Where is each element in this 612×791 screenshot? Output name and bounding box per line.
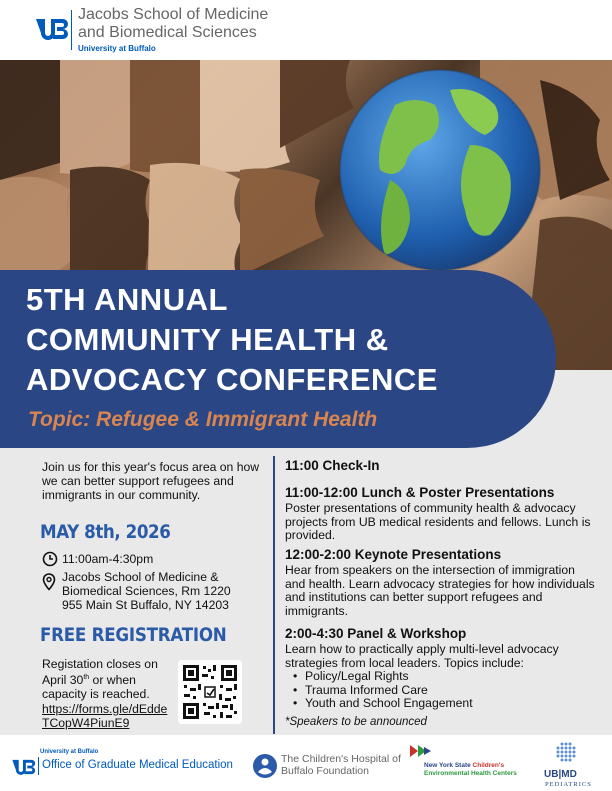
- schedule-description: Learn how to practically apply multi-level advocacy strategies from local leaders. Topics include:: [285, 642, 559, 670]
- university-name: University at Buffalo: [78, 44, 156, 53]
- event-time: 11:00am-4:30pm: [62, 552, 154, 566]
- registration-link[interactable]: https://forms.gle/dEddeTCopW4PiunE9: [42, 702, 168, 730]
- nys-arrows-icon: [410, 743, 432, 759]
- topic-list: [293, 670, 595, 711]
- childrens-hospital-icon: [252, 753, 278, 779]
- schedule-heading: 11:00 Check-In: [285, 458, 380, 473]
- header: [0, 0, 612, 60]
- registration-text: Registation closes on April 30th or when capacity is reached.: [42, 657, 158, 702]
- title-line-3: ADVOCACY CONFERENCE: [26, 362, 438, 397]
- location-line-2: Biomedical Sciences, Rm 1220: [62, 584, 231, 598]
- footer-logo-divider: [38, 757, 39, 775]
- schedule-description: Hear from speakers on the intersection of immigration and health. Learn advocacy strategies for how individuals and institutions can better support refugees and immigrants.: [285, 563, 595, 618]
- footer-gme-name: Office of Graduate Medical Education: [42, 759, 233, 771]
- schedule-heading: 11:00-12:00 Lunch & Poster Presentations: [285, 485, 555, 500]
- list-item: • Youth and School Engagement: [293, 697, 595, 711]
- list-item: • Policy/Legal Rights: [293, 670, 595, 684]
- column-divider: [273, 456, 275, 734]
- clock-icon: [42, 551, 58, 567]
- registration-heading: FREE REGISTRATION: [40, 624, 227, 646]
- ub-logo-icon: [34, 15, 68, 43]
- footer-nys-name: New York State Children's Environmental Health Centers: [424, 762, 517, 777]
- ub-logo-icon: [10, 757, 36, 777]
- location-line-1: Jacobs School of Medicine &: [62, 570, 219, 584]
- schedule-item-lunch: [285, 485, 595, 543]
- footer-pediatrics-name: PEDIATRICS: [545, 781, 592, 788]
- schedule-description: Poster presentations of community health & advocacy projects from UB medical residents and fellows. Lunch is provided.: [285, 501, 591, 543]
- list-item: • Trauma Informed Care: [293, 684, 595, 698]
- title-line-2: COMMUNITY HEALTH &: [26, 322, 389, 357]
- schedule-heading: 12:00-2:00 Keynote Presentations: [285, 547, 502, 562]
- event-date: MAY 8th, 2026: [40, 521, 171, 543]
- speakers-note: *Speakers to be announced: [285, 716, 427, 728]
- school-name: Jacobs School of Medicine and Biomedical Sciences: [78, 6, 269, 41]
- logo-divider: [71, 10, 72, 50]
- schedule-item-keynote: [285, 547, 595, 618]
- location-line-3: 955 Main St Buffalo, NY 14203: [62, 598, 229, 612]
- title-line-1: 5TH ANNUAL: [26, 282, 228, 317]
- schedule-item-checkin: [285, 458, 595, 474]
- footer-ub-label: University at Buffalo: [40, 749, 99, 755]
- footer-sponsors: [0, 735, 612, 791]
- topic-subtitle: Topic: Refugee & Immigrant Health: [28, 408, 378, 431]
- footer-ubmd-name: UB|MD: [544, 769, 577, 780]
- location-pin-icon: [42, 573, 56, 591]
- schedule-heading: 2:00-4:30 Panel & Workshop: [285, 626, 467, 641]
- footer-chf-name: The Children's Hospital of Buffalo Foundation: [281, 753, 401, 777]
- ubmd-dots-icon: [553, 741, 579, 767]
- schedule-item-panel: [285, 626, 595, 711]
- qr-code-icon[interactable]: [178, 660, 242, 724]
- intro-text: Join us for this year's focus area on how we can better support refugees and immigrants in our community.: [42, 460, 260, 502]
